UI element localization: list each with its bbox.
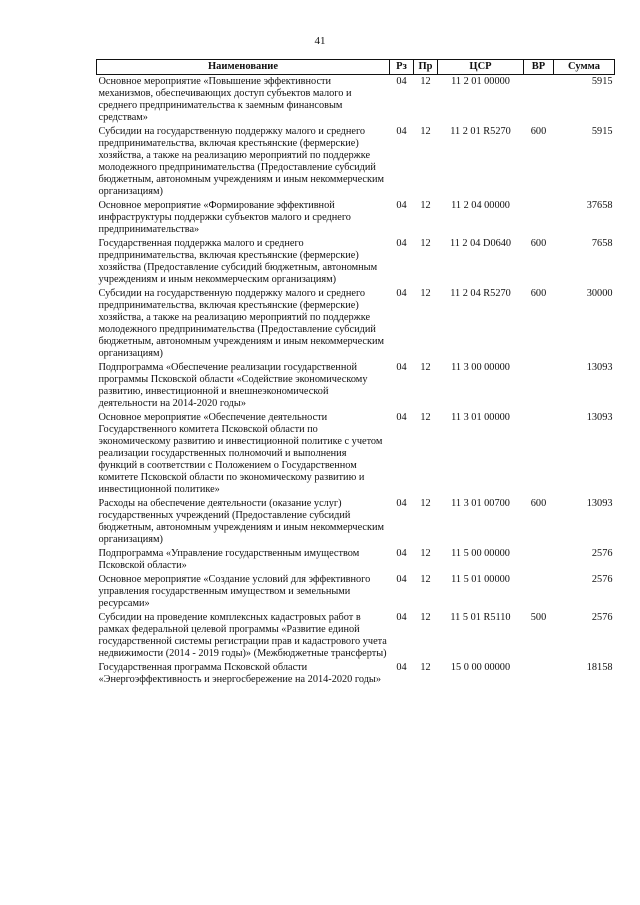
row-csr: 11 5 01 R5110 bbox=[450, 612, 511, 623]
row-pr: 12 bbox=[420, 548, 431, 559]
row-sum: 18158 bbox=[586, 662, 613, 673]
row-sum: 7658 bbox=[591, 238, 613, 249]
row-rz: 04 bbox=[396, 548, 407, 559]
row-name: Подпрограмма «Обеспечение реализации государственной программы Псковской области «Содействие экономическому развитию, инвестиционной и внешнеэкономической деятельности на 2014-2020 годы» bbox=[98, 362, 368, 409]
row-csr: 11 2 01 R5270 bbox=[450, 126, 511, 137]
row-rz: 04 bbox=[396, 288, 407, 299]
row-vr: 600 bbox=[530, 238, 547, 249]
row-rz: 04 bbox=[396, 412, 407, 423]
row-pr: 12 bbox=[420, 662, 431, 673]
row-vr: 600 bbox=[530, 498, 547, 509]
row-csr: 11 5 01 00000 bbox=[451, 574, 510, 585]
row-pr: 12 bbox=[420, 288, 431, 299]
row-vr bbox=[524, 661, 554, 687]
row-pr: 12 bbox=[420, 574, 431, 585]
header-name: Наименование bbox=[97, 60, 390, 75]
row-sum: 37658 bbox=[586, 200, 613, 211]
row-name: Основное мероприятие «Создание условий для эффективного управления государственным имуществом и земельными ресурсами» bbox=[98, 574, 371, 609]
row-rz: 04 bbox=[396, 662, 407, 673]
row-vr bbox=[524, 573, 554, 611]
table-row bbox=[97, 661, 615, 687]
row-name: Основное мероприятие «Повышение эффективности механизмов, обеспечивающих доступ субъектов малого и среднего предпринимательства к заемным финансовым средствам» bbox=[98, 76, 352, 123]
row-vr bbox=[524, 75, 554, 126]
row-rz: 04 bbox=[396, 574, 407, 585]
row-vr bbox=[524, 361, 554, 411]
row-vr: 600 bbox=[530, 288, 547, 299]
row-rz: 04 bbox=[396, 362, 407, 373]
row-vr bbox=[524, 547, 554, 573]
row-csr: 11 3 01 00000 bbox=[451, 412, 510, 423]
table-row bbox=[97, 611, 615, 661]
row-pr: 12 bbox=[420, 362, 431, 373]
row-pr: 12 bbox=[420, 612, 431, 623]
row-csr: 11 3 01 00700 bbox=[451, 498, 510, 509]
row-csr: 11 3 00 00000 bbox=[451, 362, 510, 373]
row-name: Подпрограмма «Управление государственным имуществом Псковской области» bbox=[98, 548, 360, 571]
row-name: Основное мероприятие «Обеспечение деятельности Государственного комитета Псковской области по экономическому развитию и инвестиционной политике с учетом реализации государственных полномочий и выполнения функций в соответствии с Положением о Государственном комитете Псковской области по экономическому развитию и инвестиционной политике» bbox=[98, 412, 383, 495]
row-vr: 500 bbox=[530, 612, 547, 623]
budget-table bbox=[96, 59, 615, 687]
row-name: Субсидии на государственную поддержку малого и среднего предпринимательства, включая крестьянские (фермерские) хозяйства, а также на реализацию мероприятий по поддержке молодежного предпринимательства (Предоставление субсидий бюджетным, автономным учреждениям и иным некоммерческим организациям) bbox=[98, 126, 385, 197]
table-row bbox=[97, 411, 615, 497]
row-sum: 5915 bbox=[591, 126, 613, 137]
table-row bbox=[97, 75, 615, 126]
row-vr bbox=[524, 199, 554, 237]
row-csr: 11 2 04 D0640 bbox=[449, 238, 512, 249]
row-sum: 2576 bbox=[591, 574, 613, 585]
row-pr: 12 bbox=[420, 412, 431, 423]
table-row bbox=[97, 547, 615, 573]
row-name: Субсидии на государственную поддержку малого и среднего предпринимательства, включая крестьянские (фермерские) хозяйства, а также на реализацию мероприятий по поддержке молодежного предпринимательства (Предоставление субсидий бюджетным, автономным учреждениям и иным некоммерческим организациям) bbox=[98, 288, 385, 359]
header-sum: Сумма bbox=[554, 60, 615, 75]
row-name: Основное мероприятие «Формирование эффективной инфраструктуры поддержки субъектов малого и среднего предпринимательства» bbox=[98, 200, 351, 235]
row-vr bbox=[524, 411, 554, 497]
row-pr: 12 bbox=[420, 200, 431, 211]
row-pr: 12 bbox=[420, 126, 431, 137]
row-sum: 30000 bbox=[586, 288, 613, 299]
header-rz: Рз bbox=[390, 60, 414, 75]
table-header-row bbox=[97, 60, 615, 75]
header-csr: ЦСР bbox=[438, 60, 524, 75]
row-rz: 04 bbox=[396, 200, 407, 211]
row-rz: 04 bbox=[396, 612, 407, 623]
table-row bbox=[97, 199, 615, 237]
row-pr: 12 bbox=[420, 76, 431, 87]
table-row bbox=[97, 497, 615, 547]
header-pr: Пр bbox=[414, 60, 438, 75]
page-number: 41 bbox=[314, 35, 326, 47]
table-row bbox=[97, 287, 615, 361]
row-sum: 13093 bbox=[586, 362, 613, 373]
row-rz: 04 bbox=[396, 126, 407, 137]
row-sum: 5915 bbox=[591, 76, 613, 87]
table-row bbox=[97, 361, 615, 411]
row-rz: 04 bbox=[396, 76, 407, 87]
row-rz: 04 bbox=[396, 238, 407, 249]
table-row bbox=[97, 573, 615, 611]
row-name: Государственная поддержка малого и среднего предпринимательства, включая крестьянские (фермерские) хозяйства (Предоставление субсидий бюджетным, автономным учреждениям и иным некоммерческим организациям) bbox=[98, 238, 378, 285]
row-rz: 04 bbox=[396, 498, 407, 509]
row-sum: 13093 bbox=[586, 412, 613, 423]
row-pr: 12 bbox=[420, 238, 431, 249]
row-pr: 12 bbox=[420, 498, 431, 509]
row-csr: 15 0 00 00000 bbox=[450, 662, 511, 673]
row-sum: 2576 bbox=[591, 612, 613, 623]
row-csr: 11 2 04 00000 bbox=[451, 200, 510, 211]
row-csr: 11 5 00 00000 bbox=[451, 548, 510, 559]
header-vr: ВР bbox=[524, 60, 554, 75]
row-csr: 11 2 01 00000 bbox=[451, 76, 510, 87]
row-csr: 11 2 04 R5270 bbox=[450, 288, 511, 299]
row-name: Государственная программа Псковской области «Энергоэффективность и энергосбережение на 2014-2020 годы» bbox=[98, 662, 382, 685]
row-vr: 600 bbox=[530, 126, 547, 137]
table-row bbox=[97, 125, 615, 199]
row-sum: 2576 bbox=[591, 548, 613, 559]
table-row bbox=[97, 237, 615, 287]
row-sum: 13093 bbox=[586, 498, 613, 509]
row-name: Субсидии на проведение комплексных кадастровых работ в рамках федеральной целевой программы «Развитие единой государственной системы регистрации прав и кадастрового учета недвижимости (2014 - 2019 годы)» (Межбюджетные трансферты) bbox=[98, 612, 387, 659]
row-name: Расходы на обеспечение деятельности (оказание услуг) государственных учреждений (Предоставление субсидий бюджетным, автономным учреждениям и иным некоммерческим организациям) bbox=[98, 498, 385, 545]
